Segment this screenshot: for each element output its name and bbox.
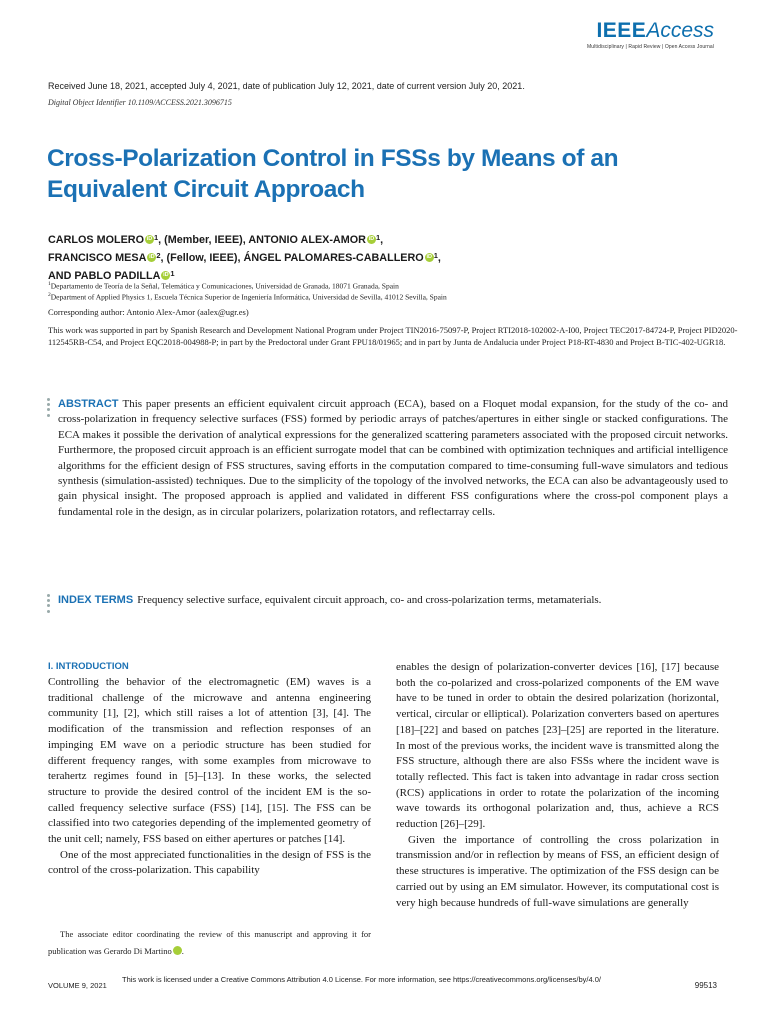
- orcid-icon[interactable]: iD: [173, 946, 182, 955]
- author-affil-sup: 2: [156, 251, 161, 260]
- author-role: , (Member, IEEE),: [158, 234, 249, 246]
- abstract-text: This paper presents an efficient equivalent circuit approach (ECA), based on a Floquet modal expansion, for the study of the co- and cross-polarization in frequency selective surfaces (FSS) formed by periodic arrays of patches/apertures in either single or stacked configurations. The ECA makes it possible the derivation of analytical expressions for the generalized scattering parameters associated with the proposed circuit networks. Furthermore, the proposed circuit approach is an efficient surrogate model that can be combined with optimization techniques and artificial intelligence algorithms for the efficient design of FSS structures, saving efforts in the computation compared to time-consuming full-wave simulators and tedious synthesis (simulation-assisted) techniques. Due to the simplicity of the topology of the involved networks, the ECA can also be advantageously used to gain physical insight. The proposed approach is applied and validated in different FSS configurations where the cross-pol component plays a fundamental role in the design, as in circular polarizers, polarization rotators, and reflectarray cells.: [58, 398, 728, 518]
- orcid-icon[interactable]: iD: [149, 254, 155, 260]
- footer-volume: VOLUME 9, 2021: [48, 981, 107, 990]
- corresponding-author: Corresponding author: Antonio Alex-Amor (aalex@ugr.es): [48, 307, 249, 317]
- funding-statement: This work was supported in part by Spanish Research and Development National Program under Project TIN2016-75097-P, Project RTI2018-102002-A-I00, Project TEC2017-84724-P, Project PID2020-112545RB-C54, and Project EQC2018-004988-P; in part by the Predoctoral under Grant FPU18/01965; and in part by Junta de Andalucia under Project P18-RT-4830 and Project B-TIC-402-UGR18.: [48, 325, 738, 348]
- editor-note-text: The associate editor coordinating the review of this manuscript and approving it for publication was Gerardo Di Martino: [48, 929, 371, 956]
- orcid-icon[interactable]: iD: [146, 236, 153, 242]
- author-affil-sup: 1: [433, 251, 438, 260]
- author-name: CARLOS MOLERO: [48, 234, 144, 246]
- author-name: AND PABLO PADILLA: [48, 270, 161, 282]
- orcid-icon[interactable]: iD: [368, 236, 375, 242]
- paragraph: Given the importance of controlling the cross polarization in transmission and/or in reflection by means of FSS, an efficient design of these structures is imperative. The optimization of the FSS design can be carried out by using an EM simulator. However, its computational cost is very high because hundreds of full-wave simulations are generally: [396, 833, 719, 909]
- paragraph: One of the most appreciated functionalities in the design of FSS is the control of the cross-polarization. This capability: [48, 848, 371, 877]
- author-affil-sup: 1: [153, 233, 159, 242]
- affiliation-text: Departamento de Teoría de la Señal, Telemática y Comunicaciones, Universidad de Granada, 18071 Granada, Spain: [50, 281, 399, 291]
- index-terms-text: Frequency selective surface, equivalent circuit approach, co- and cross-polarization terms, metamaterials.: [137, 594, 602, 606]
- journal-logo: [587, 20, 714, 50]
- paper-title: Cross-Polarization Control in FSSs by Means of an Equivalent Circuit Approach: [47, 145, 619, 203]
- dotted-marker-icon: [47, 398, 51, 419]
- dotted-marker-icon: [47, 594, 51, 615]
- received-dates: Received June 18, 2021, accepted July 4, 2021, date of publication July 12, 2021, date of current version July 20, 2021.: [48, 81, 525, 91]
- author-role: ,: [380, 234, 384, 246]
- logo-brand-bold: IEEE: [596, 19, 647, 42]
- affiliation-number: 1: [48, 281, 51, 287]
- section-heading: I. INTRODUCTION: [48, 661, 129, 672]
- logo-tagline: Multidisciplinary | Rapid Review | Open Access Journal: [587, 44, 714, 50]
- affiliation-text: Department of Applied Physics 1, Escuela Técnica Superior de Ingeniería Informática, Universidad de Sevilla, 41012 Sevilla, Spain: [50, 292, 447, 302]
- author-list: [48, 230, 728, 284]
- paragraph: Controlling the behavior of the electromagnetic (EM) waves is a traditional challenge of the microwave and antenna engineering community [1], [2], which still raises a lot of attention [3], [4]. The modification of the transmission and reflection responses of an impinging EM wave on a periodic structure has been studied for different frequency ranges, with some examples from microwave to terahertz regimes found in [5]–[13]. In these works, the selected structure to provide the desired control of the incident EM is the so-called frequency selective surface (FSS) [14], [15]. The FSS can be classified into two categories depending of the implemented geometry of the unit cell; namely, FSS based on either apertures or patches [14].: [48, 676, 371, 846]
- affiliation-2: [48, 292, 447, 302]
- orcid-icon[interactable]: iD: [426, 254, 432, 260]
- author-role: ,: [437, 252, 441, 264]
- orcid-icon[interactable]: iD: [163, 272, 169, 278]
- page-number: 99513: [694, 981, 717, 990]
- author-name: ANTONIO ALEX-AMOR: [248, 234, 366, 246]
- author-affil-sup: 1: [170, 269, 175, 278]
- affiliation-1: [48, 281, 399, 291]
- logo-brand-italic: Access: [646, 19, 714, 42]
- footer-license[interactable]: This work is licensed under a Creative Commons Attribution 4.0 License. For more information, see https://creativecommons.org/licenses/by/4.0/: [122, 975, 601, 984]
- index-terms-heading: INDEX TERMS: [58, 594, 134, 606]
- affiliation-number: 2: [48, 292, 51, 298]
- author-affil-sup: 1: [375, 233, 381, 242]
- paragraph: enables the design of polarization-converter devices [16], [17] because both the co-polarized and cross-polarized components of the EM wave have to be tuned in order to obtain the desired polarization (horizontal, vertical, circular or elliptical). Polarization converters based on apertures [18]–[22] and based on patches [23]–[25] are reported in the literature. In most of the previous works, the incident wave is transmitted along the FSS structure, although there are also FSSs where the incident wave is totally reflected. This fact is taken into advantage in radar cross section (RCS) applications in order to rotate the polarization of the incoming wave towards its orthogonal polarization and, thus, achieve a RCS reduction [26]–[29].: [396, 661, 719, 831]
- left-column: [48, 675, 371, 879]
- author-name: FRANCISCO MESA: [48, 252, 147, 264]
- author-role: , (Fellow, IEEE),: [160, 252, 244, 264]
- abstract-heading: ABSTRACT: [58, 398, 119, 410]
- abstract: [58, 397, 728, 520]
- editor-note: The associate editor coordinating the review of this manuscript and approving it for publication was Gerardo Di Martino iD.: [48, 929, 371, 956]
- right-column: [396, 660, 719, 911]
- doi[interactable]: Digital Object Identifier 10.1109/ACCESS.2021.3096715: [48, 98, 232, 107]
- index-terms: [58, 593, 728, 608]
- author-name: ÁNGEL PALOMARES-CABALLERO: [243, 252, 424, 264]
